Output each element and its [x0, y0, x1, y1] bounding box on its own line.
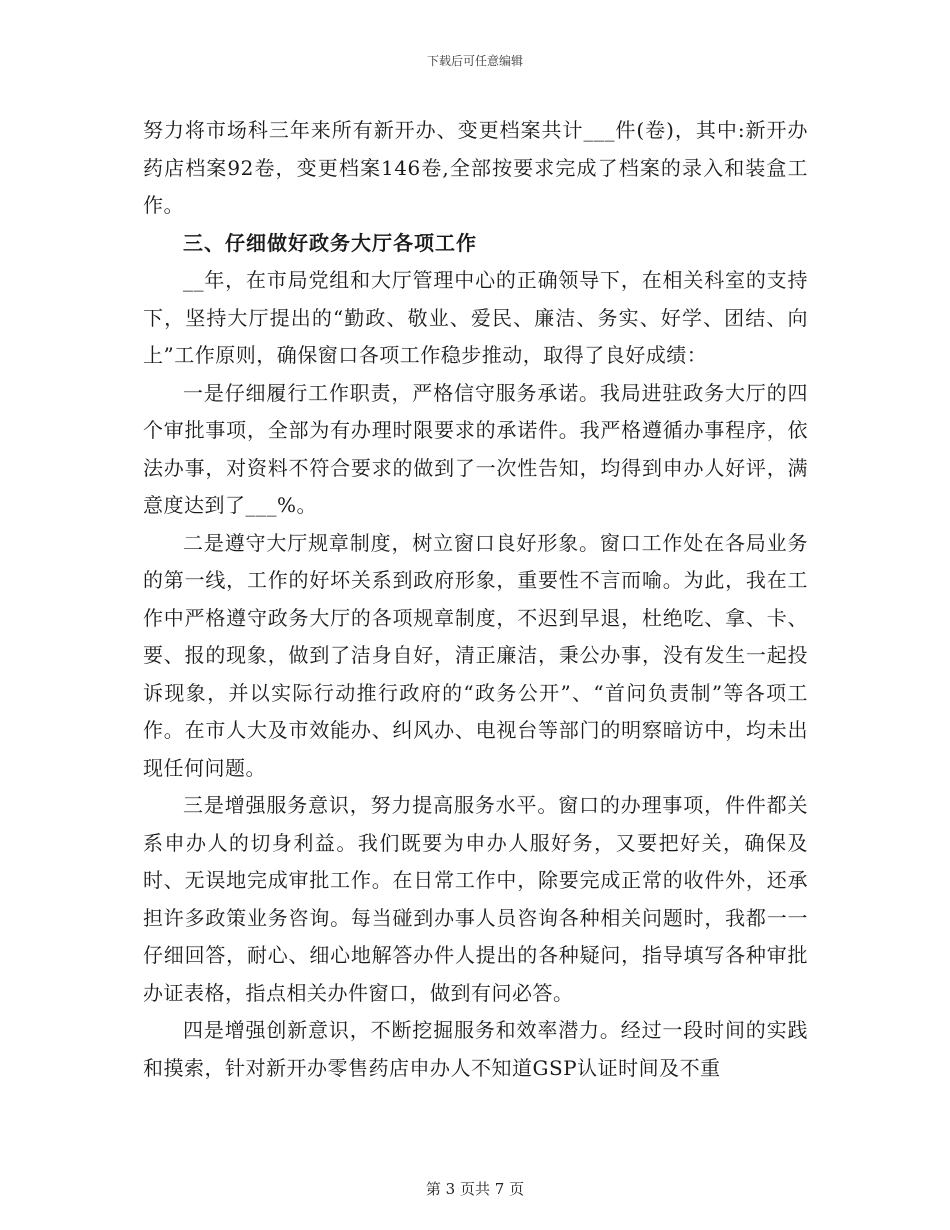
document-body [143, 112, 808, 1087]
paragraph-item-one: 一是仔细履行工作职责，严格信守服务承诺。我局进驻政务大厅的四个审批事项，全部为有办理时限要求的承诺件。我严格遵循办事程序，依法办事，对资料不符合要求的做到了一次性告知，均得到申办人好评，满意度达到了___%。 [143, 380, 808, 517]
paragraph-item-three: 三是增强服务意识，努力提高服务水平。窗口的办理事项，件件都关系申办人的切身利益。我们既要为申办人服好务，又要把好关，确保及时、无误地完成审批工作。在日常工作中，除要完成正常的收件外，还承担许多政策业务咨询。每当碰到办事人员咨询各种相关问题时，我都一一仔细回答，耐心、细心地解答办件人提出的各种疑问，指导填写各种审批办证表格，指点相关办件窗口，做到有问必答。 [143, 793, 808, 1005]
section-heading: 三、仔细做好政务大厅各项工作 [183, 230, 477, 255]
paragraph-continued: 努力将市场科三年来所有新开办、变更档案共计___件(卷)，其中:新开办药店档案92卷，变更档案146卷,全部按要求完成了档案的录入和装盒工作。 [143, 118, 808, 217]
paragraph-intro: __年，在市局党组和大厅管理中心的正确领导下，在相关科室的支持下，坚持大厅提出的“勤政、敬业、爱民、廉洁、务实、好学、团结、向上”工作原则，确保窗口各项工作稳步推动，取得了良好成绩： [143, 268, 808, 367]
paragraph-item-two: 二是遵守大厅规章制度，树立窗口良好形象。窗口工作处在各局业务的第一线，工作的好坏关系到政府形象，重要性不言而喻。为此，我在工作中严格遵守政务大厅的各项规章制度，不迟到早退，杜绝吃、拿、卡、要、报的现象，做到了洁身自好，清正廉洁，秉公办事，没有发生一起投诉现象，并以实际行动推行政府的“政务公开”、“首问负责制”等各项工作。在市人大及市效能办、纠风办、电视台等部门的明察暗访中，均未出现任何问题。 [143, 530, 808, 780]
paragraph-item-four: 四是增强创新意识，不断挖掘服务和效率潜力。经过一段时间的实践和摸索，针对新开办零售药店申办人不知道GSP认证时间及不重 [143, 1018, 808, 1080]
page-footer: 第 3 页共 7 页 [425, 1180, 525, 1198]
page-header: 下载后可任意编辑 [426, 54, 523, 68]
